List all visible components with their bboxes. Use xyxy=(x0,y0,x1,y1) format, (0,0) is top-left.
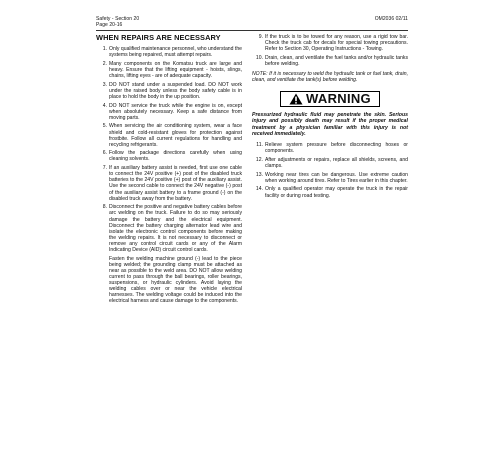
item-number: 8. xyxy=(102,204,107,211)
item-text: DO NOT service the truck while the engine is on, except when absolutely necessary. Keep a safe distance from moving parts. xyxy=(109,102,242,121)
list-item xyxy=(96,46,242,58)
item-number: 13. xyxy=(255,171,263,178)
item-number: 7. xyxy=(102,165,107,172)
list-item xyxy=(252,142,408,154)
list-item xyxy=(96,103,242,121)
weld-note: NOTE: If it is necessary to weld the hydraulic tank or fuel tank, drain, clean, and ventilate the tank(s) before welding. xyxy=(252,71,408,84)
header-divider xyxy=(96,30,408,31)
item-text: Relieve system pressure before disconnecting hoses or components. xyxy=(265,142,408,155)
left-column xyxy=(96,34,242,306)
page-number: Page 20-16 xyxy=(96,22,123,28)
item-text: Disconnect the positive and negative battery cables before arc welding on the truck. Failure to do so may seriously damage the battery and the electrical equipment. Disconnect the battery charging alternator lead wire and isolate the electronic control components before making the welding repairs. It is not necessary to disconnect or remove any control circuit cards or any of the Alarm Indicating Device (AID) circuit control cards. xyxy=(109,204,242,253)
item-number: 1. xyxy=(102,46,107,52)
page-header-left xyxy=(96,16,139,28)
item-number: 10. xyxy=(255,54,263,61)
item-text: Follow the package directions carefully when using cleaning solvents. xyxy=(109,150,242,163)
section-title: WHEN REPAIRS ARE NECESSARY xyxy=(96,33,221,42)
list-item xyxy=(252,34,408,52)
item-text: After adjustments or repairs, replace all shields, screens, and clamps. xyxy=(265,156,408,169)
item-number: 12. xyxy=(255,156,263,163)
item-text: When servicing the air conditioning system, wear a face shield and cold-resistant gloves for protection against frostbite. Follow all current regulations for handling and recycling refrigerants. xyxy=(109,123,242,148)
right-column xyxy=(252,34,408,201)
doc-id: OM2036 02/11 xyxy=(374,16,408,22)
item-text: Only qualified maintenance personnel, who understand the systems being repaired, must attempt repairs. xyxy=(109,46,242,59)
item-number: 5. xyxy=(102,123,107,130)
item-number: 2. xyxy=(102,60,107,67)
item-text: Only a qualified operator may operate the truck in the repair facility or during road testing. xyxy=(265,186,408,199)
warning-label: WARNING xyxy=(306,91,371,107)
list-item xyxy=(96,150,242,162)
list-item xyxy=(96,165,242,202)
item-text: Many components on the Komatsu truck are large and heavy. Ensure that the lifting equipment - hoists, slings, chains, lifting eyes - are of adequate capacity. xyxy=(109,60,242,79)
list-item xyxy=(96,82,242,100)
list-item xyxy=(252,157,408,169)
item-text: DO NOT stand under a suspended load. DO NOT work under the raised body unless the body safety cable is in place to hold the body in the up position. xyxy=(109,81,242,100)
item-number: 9. xyxy=(258,34,263,40)
list-item xyxy=(96,61,242,79)
warning-box xyxy=(280,91,380,107)
list-item xyxy=(96,204,242,253)
item-number: 3. xyxy=(102,81,107,88)
item-text: If the truck is to be towed for any reason, use a rigid tow bar. Check the truck cab for decals for special towing precautions. Refer to Section 30, Operating Instructions - Towing. xyxy=(265,34,408,53)
list-item xyxy=(252,172,408,184)
section-label: Safety - Section 20 xyxy=(96,16,140,22)
item-8-continuation: Fasten the welding machine ground (-) lead to the piece being welded; the grounding clamp must be attached as near as possible to the weld area. DO NOT allow welding current to pass through the ball bearings, roller bearings, suspensions, or hydraulic cylinders. Avoid laying the welding cables over or near the vehicle electrical harnesses. The welding voltage could be induced into the electrical harness and cause damage to the components. xyxy=(109,255,242,305)
list-item xyxy=(252,186,408,198)
item-number: 14. xyxy=(255,186,263,193)
repair-list xyxy=(96,46,242,253)
item-text: Working near tires can be dangerous. Use extreme caution when working around tires. Refer to Tires earlier in this chapter. xyxy=(265,171,408,184)
warning-banner xyxy=(252,91,408,107)
list-item xyxy=(252,55,408,67)
repair-list-after-warning xyxy=(252,142,408,199)
item-text: If an auxiliary battery assist is needed, first use one cable to connect the 24V positive (+) post of the disabled truck batteries to the 24V positive (+) post of the auxiliary assist. Use the second cable to connect the 24V negative (-) post of the auxiliary assist battery to a frame ground (-) on the disabled truck away from the battery. xyxy=(109,165,242,202)
item-number: 6. xyxy=(102,150,107,157)
warning-triangle-icon xyxy=(289,93,303,105)
item-number: 11. xyxy=(256,142,263,149)
list-item xyxy=(96,123,242,147)
repair-list-continued xyxy=(252,34,408,67)
item-number: 4. xyxy=(102,102,107,109)
warning-text: Pressurized hydraulic fluid may penetrate the skin. Serious injury and possibly death may result if the proper medical treatment by a physician familiar with this injury is not received immediately. xyxy=(252,112,408,137)
item-text: Drain, clean, and ventilate the fuel tanks and/or hydraulic tanks before welding. xyxy=(265,54,408,67)
